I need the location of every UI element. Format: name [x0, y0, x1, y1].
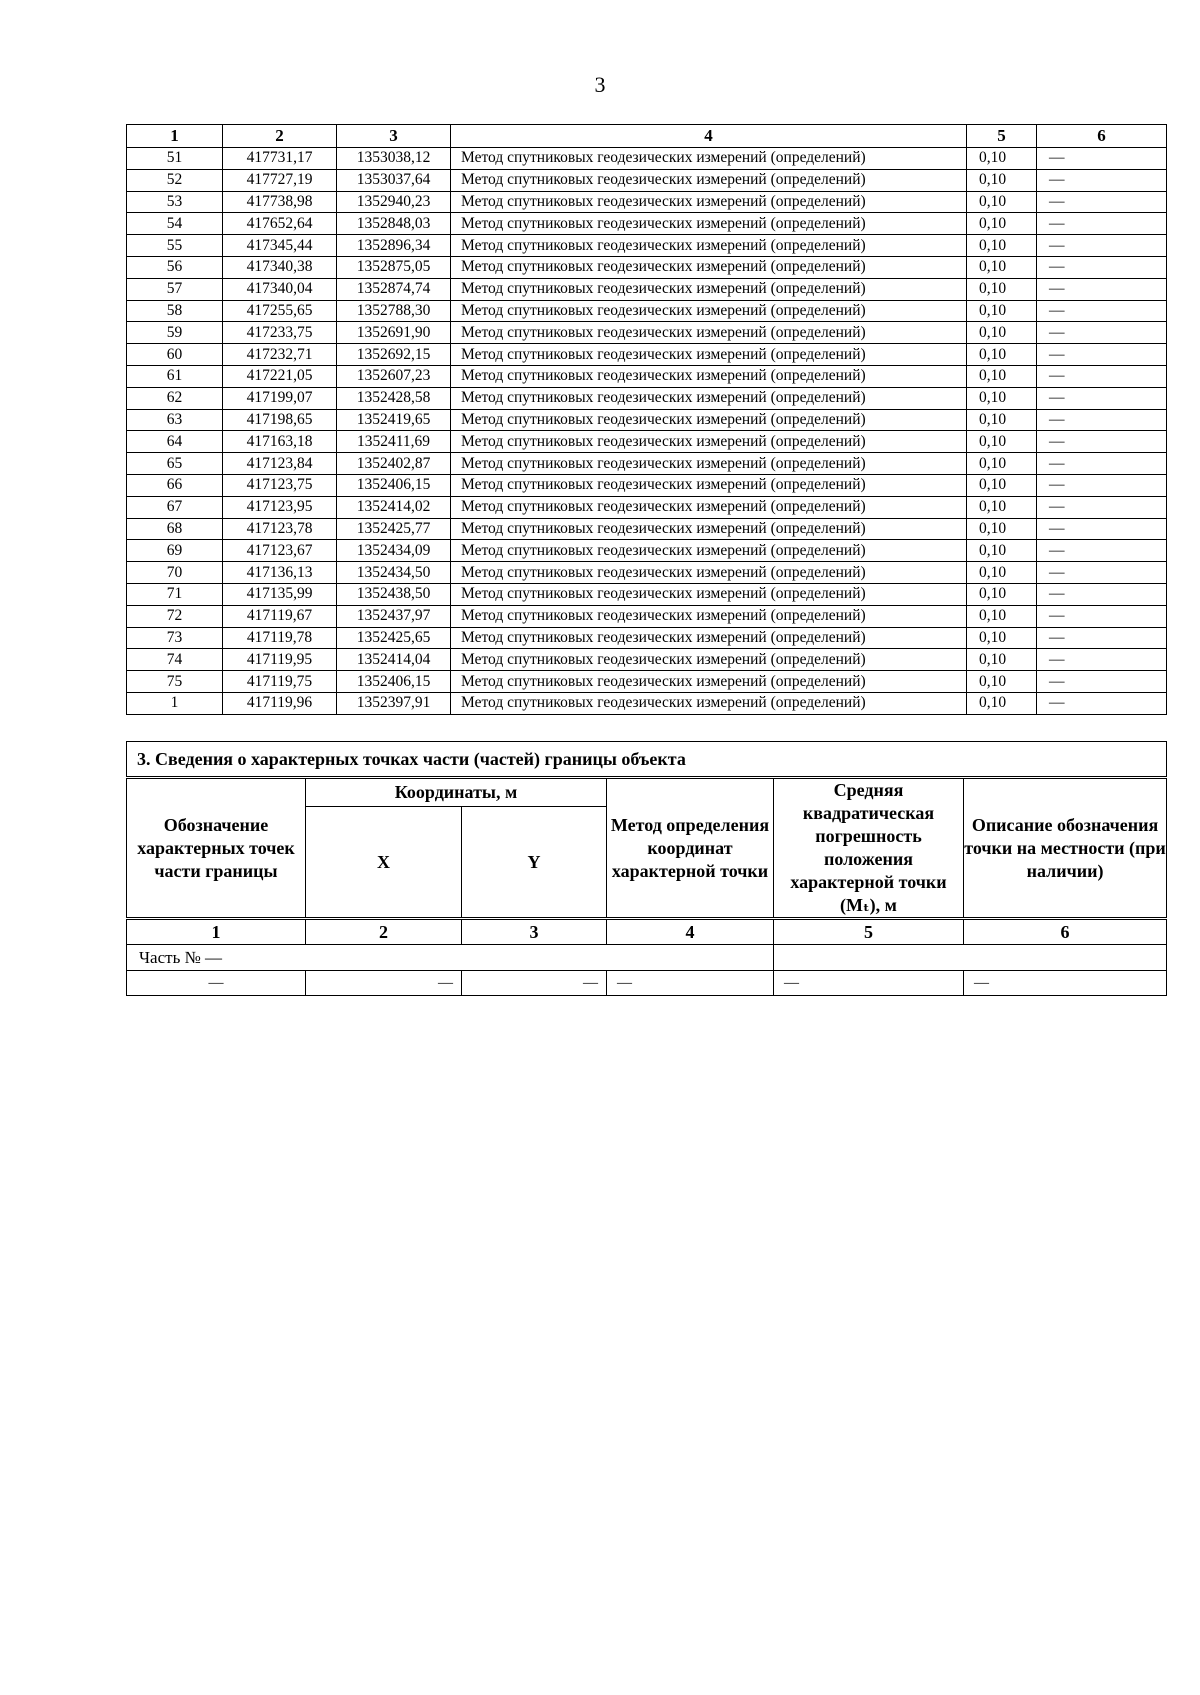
- method-cell: Метод спутниковых геодезических измерений (определений): [451, 278, 967, 300]
- y-coordinate: 1352402,87: [337, 453, 451, 475]
- table-row: [127, 191, 1167, 213]
- table-row: [127, 278, 1167, 300]
- method-cell: Метод спутниковых геодезических измерений (определений): [451, 322, 967, 344]
- description-cell: —: [1037, 562, 1167, 584]
- y-coordinate: 1352406,15: [337, 671, 451, 693]
- table-row: [127, 300, 1167, 322]
- x-coordinate: 417123,75: [223, 474, 337, 496]
- x-coordinate: 417652,64: [223, 213, 337, 235]
- point-number: 72: [127, 605, 223, 627]
- y-coordinate: 1352414,04: [337, 649, 451, 671]
- table-row: [127, 365, 1167, 387]
- accuracy-cell: 0,10: [967, 518, 1037, 540]
- coordinates-header: Координаты, м: [306, 778, 607, 807]
- y-coordinate: 1352607,23: [337, 365, 451, 387]
- method-cell: Метод спутниковых геодезических измерений (определений): [451, 148, 967, 170]
- y-coordinate: 1352896,34: [337, 235, 451, 257]
- point-number: 52: [127, 169, 223, 191]
- y-coordinate: 1352419,65: [337, 409, 451, 431]
- y-coordinate: 1352411,69: [337, 431, 451, 453]
- method-cell: Метод спутниковых геодезических измерений (определений): [451, 431, 967, 453]
- method-cell: Метод спутниковых геодезических измерений (определений): [451, 235, 967, 257]
- x-coordinate: 417340,04: [223, 278, 337, 300]
- column-number: 2: [306, 919, 462, 945]
- column-number: 3: [337, 125, 451, 148]
- x-coordinate: 417123,67: [223, 540, 337, 562]
- method-cell: Метод спутниковых геодезических измерений (определений): [451, 627, 967, 649]
- description-cell: —: [1037, 474, 1167, 496]
- point-number: 55: [127, 235, 223, 257]
- y-coordinate: 1353038,12: [337, 148, 451, 170]
- x-header: X: [306, 807, 462, 919]
- y-coordinate: 1352397,91: [337, 692, 451, 714]
- y-coordinate: 1352875,05: [337, 256, 451, 278]
- point-number: 68: [127, 518, 223, 540]
- column-number: 2: [223, 125, 337, 148]
- table-row: [127, 692, 1167, 714]
- x-coordinate: 417123,78: [223, 518, 337, 540]
- description-cell: —: [1037, 344, 1167, 366]
- table-cell: —: [964, 971, 1167, 996]
- x-coordinate: 417345,44: [223, 235, 337, 257]
- section3-title: 3. Сведения о характерных точках части (частей) границы объекта: [127, 742, 1167, 778]
- description-cell: —: [1037, 365, 1167, 387]
- table-row: [127, 409, 1167, 431]
- table-row: [127, 453, 1167, 475]
- method-cell: Метод спутниковых геодезических измерений (определений): [451, 605, 967, 627]
- y-coordinate: 1352425,77: [337, 518, 451, 540]
- point-number: 63: [127, 409, 223, 431]
- table-row: [127, 213, 1167, 235]
- description-cell: —: [1037, 387, 1167, 409]
- method-cell: Метод спутниковых геодезических измерений (определений): [451, 344, 967, 366]
- table-row: [127, 496, 1167, 518]
- table-row: [127, 671, 1167, 693]
- y-coordinate: 1352940,23: [337, 191, 451, 213]
- point-number: 59: [127, 322, 223, 344]
- table-row: [127, 605, 1167, 627]
- method-cell: Метод спутниковых геодезических измерений (определений): [451, 540, 967, 562]
- x-coordinate: 417221,05: [223, 365, 337, 387]
- accuracy-cell: 0,10: [967, 169, 1037, 191]
- method-cell: Метод спутниковых геодезических измерений (определений): [451, 649, 967, 671]
- column-number: 6: [964, 919, 1167, 945]
- point-number: 51: [127, 148, 223, 170]
- x-coordinate: 417123,95: [223, 496, 337, 518]
- table-row: [127, 971, 1167, 996]
- point-number: 57: [127, 278, 223, 300]
- accuracy-cell: 0,10: [967, 583, 1037, 605]
- description-cell: —: [1037, 148, 1167, 170]
- section3-table: [126, 741, 1167, 996]
- accuracy-cell: 0,10: [967, 387, 1037, 409]
- method-cell: Метод спутниковых геодезических измерений (определений): [451, 692, 967, 714]
- y-coordinate: 1352438,50: [337, 583, 451, 605]
- x-coordinate: 417727,19: [223, 169, 337, 191]
- column-number: 5: [967, 125, 1037, 148]
- accuracy-cell: 0,10: [967, 540, 1037, 562]
- x-coordinate: 417119,96: [223, 692, 337, 714]
- x-coordinate: 417340,38: [223, 256, 337, 278]
- method-cell: Метод спутниковых геодезических измерений (определений): [451, 583, 967, 605]
- accuracy-cell: 0,10: [967, 148, 1037, 170]
- accuracy-cell: 0,10: [967, 627, 1037, 649]
- description-cell: —: [1037, 649, 1167, 671]
- column-number: 1: [127, 125, 223, 148]
- accuracy-cell: 0,10: [967, 671, 1037, 693]
- point-number: 54: [127, 213, 223, 235]
- table-row: [127, 431, 1167, 453]
- description-cell: —: [1037, 496, 1167, 518]
- method-cell: Метод спутниковых геодезических измерений (определений): [451, 191, 967, 213]
- accuracy-cell: 0,10: [967, 474, 1037, 496]
- table-row: [127, 148, 1167, 170]
- point-number: 1: [127, 692, 223, 714]
- method-cell: Метод спутниковых геодезических измерений (определений): [451, 496, 967, 518]
- method-cell: Метод спутниковых геодезических измерений (определений): [451, 169, 967, 191]
- description-cell: —: [1037, 191, 1167, 213]
- part-label: Часть № —: [127, 945, 774, 971]
- point-number: 62: [127, 387, 223, 409]
- point-number: 64: [127, 431, 223, 453]
- table-row: [127, 627, 1167, 649]
- coordinates-table-header: [127, 125, 1167, 148]
- x-coordinate: 417232,71: [223, 344, 337, 366]
- designation-header: Обозначение характерных точек части границы: [127, 778, 306, 919]
- point-number: 67: [127, 496, 223, 518]
- y-coordinate: 1352434,09: [337, 540, 451, 562]
- x-coordinate: 417119,95: [223, 649, 337, 671]
- y-coordinate: 1352848,03: [337, 213, 451, 235]
- description-cell: —: [1037, 235, 1167, 257]
- accuracy-cell: 0,10: [967, 256, 1037, 278]
- description-cell: —: [1037, 431, 1167, 453]
- accuracy-cell: 0,10: [967, 431, 1037, 453]
- method-cell: Метод спутниковых геодезических измерений (определений): [451, 474, 967, 496]
- accuracy-cell: 0,10: [967, 649, 1037, 671]
- description-cell: —: [1037, 169, 1167, 191]
- point-number: 61: [127, 365, 223, 387]
- table-row: [127, 583, 1167, 605]
- accuracy-cell: 0,10: [967, 365, 1037, 387]
- table-row: [127, 387, 1167, 409]
- x-coordinate: 417135,99: [223, 583, 337, 605]
- accuracy-header: Средняя квадратическая погрешность положения характерной точки (Mₜ), м: [774, 778, 964, 919]
- description-cell: —: [1037, 213, 1167, 235]
- method-cell: Метод спутниковых геодезических измерений (определений): [451, 518, 967, 540]
- table-row: [127, 169, 1167, 191]
- method-cell: Метод спутниковых геодезических измерений (определений): [451, 387, 967, 409]
- table-cell: —: [607, 971, 774, 996]
- column-number: 3: [462, 919, 607, 945]
- accuracy-cell: 0,10: [967, 322, 1037, 344]
- accuracy-cell: 0,10: [967, 235, 1037, 257]
- description-cell: —: [1037, 278, 1167, 300]
- table-row: [127, 518, 1167, 540]
- accuracy-cell: 0,10: [967, 300, 1037, 322]
- method-cell: Метод спутниковых геодезических измерений (определений): [451, 256, 967, 278]
- accuracy-cell: 0,10: [967, 605, 1037, 627]
- x-coordinate: 417198,65: [223, 409, 337, 431]
- table-row: [127, 322, 1167, 344]
- accuracy-cell: 0,10: [967, 409, 1037, 431]
- point-number: 56: [127, 256, 223, 278]
- point-number: 74: [127, 649, 223, 671]
- y-coordinate: 1352425,65: [337, 627, 451, 649]
- x-coordinate: 417255,65: [223, 300, 337, 322]
- y-coordinate: 1352692,15: [337, 344, 451, 366]
- accuracy-cell: 0,10: [967, 453, 1037, 475]
- table-cell: —: [774, 971, 964, 996]
- table-row: [127, 649, 1167, 671]
- point-number: 73: [127, 627, 223, 649]
- x-coordinate: 417119,75: [223, 671, 337, 693]
- x-coordinate: 417136,13: [223, 562, 337, 584]
- description-cell: —: [1037, 322, 1167, 344]
- description-cell: —: [1037, 627, 1167, 649]
- point-number: 53: [127, 191, 223, 213]
- description-cell: —: [1037, 692, 1167, 714]
- x-coordinate: 417233,75: [223, 322, 337, 344]
- y-coordinate: 1352414,02: [337, 496, 451, 518]
- y-coordinate: 1352691,90: [337, 322, 451, 344]
- accuracy-cell: 0,10: [967, 278, 1037, 300]
- method-cell: Метод спутниковых геодезических измерений (определений): [451, 671, 967, 693]
- column-number: 5: [774, 919, 964, 945]
- description-cell: —: [1037, 409, 1167, 431]
- x-coordinate: 417119,67: [223, 605, 337, 627]
- table-row: [127, 562, 1167, 584]
- table-row: [127, 344, 1167, 366]
- column-number: 4: [451, 125, 967, 148]
- point-number: 58: [127, 300, 223, 322]
- method-cell: Метод спутниковых геодезических измерений (определений): [451, 562, 967, 584]
- x-coordinate: 417163,18: [223, 431, 337, 453]
- point-number: 65: [127, 453, 223, 475]
- description-cell: —: [1037, 671, 1167, 693]
- y-coordinate: 1353037,64: [337, 169, 451, 191]
- accuracy-cell: 0,10: [967, 562, 1037, 584]
- y-coordinate: 1352434,50: [337, 562, 451, 584]
- x-coordinate: 417123,84: [223, 453, 337, 475]
- table-row: [127, 540, 1167, 562]
- description-cell: —: [1037, 540, 1167, 562]
- description-cell: —: [1037, 605, 1167, 627]
- column-number: 4: [607, 919, 774, 945]
- point-number: 60: [127, 344, 223, 366]
- accuracy-cell: 0,10: [967, 191, 1037, 213]
- point-number: 69: [127, 540, 223, 562]
- column-number: 1: [127, 919, 306, 945]
- method-cell: Метод спутниковых геодезических измерений (определений): [451, 365, 967, 387]
- x-coordinate: 417731,17: [223, 148, 337, 170]
- table-cell: —: [306, 971, 462, 996]
- table-row: [127, 474, 1167, 496]
- point-number: 66: [127, 474, 223, 496]
- description-cell: —: [1037, 453, 1167, 475]
- x-coordinate: 417738,98: [223, 191, 337, 213]
- accuracy-cell: 0,10: [967, 496, 1037, 518]
- x-coordinate: 417119,78: [223, 627, 337, 649]
- point-number: 70: [127, 562, 223, 584]
- y-header: Y: [462, 807, 607, 919]
- accuracy-cell: 0,10: [967, 344, 1037, 366]
- point-number: 75: [127, 671, 223, 693]
- y-coordinate: 1352437,97: [337, 605, 451, 627]
- page-number: 3: [594, 72, 606, 97]
- method-cell: Метод спутниковых геодезических измерений (определений): [451, 300, 967, 322]
- y-coordinate: 1352428,58: [337, 387, 451, 409]
- x-coordinate: 417199,07: [223, 387, 337, 409]
- accuracy-cell: 0,10: [967, 213, 1037, 235]
- table-row: [127, 256, 1167, 278]
- description-header: Описание обозначения точки на местности (при наличии): [964, 778, 1167, 919]
- method-cell: Метод спутниковых геодезических измерений (определений): [451, 213, 967, 235]
- point-number: 71: [127, 583, 223, 605]
- method-cell: Метод спутниковых геодезических измерений (определений): [451, 409, 967, 431]
- description-cell: —: [1037, 583, 1167, 605]
- accuracy-cell: 0,10: [967, 692, 1037, 714]
- description-cell: —: [1037, 300, 1167, 322]
- table-row: [127, 235, 1167, 257]
- description-cell: —: [1037, 518, 1167, 540]
- method-cell: Метод спутниковых геодезических измерений (определений): [451, 453, 967, 475]
- description-cell: —: [1037, 256, 1167, 278]
- table-cell: —: [127, 971, 306, 996]
- coordinates-table: [126, 124, 1167, 715]
- method-header: Метод определения координат характерной точки: [607, 778, 774, 919]
- column-number: 6: [1037, 125, 1167, 148]
- y-coordinate: 1352874,74: [337, 278, 451, 300]
- y-coordinate: 1352788,30: [337, 300, 451, 322]
- table-cell: —: [462, 971, 607, 996]
- y-coordinate: 1352406,15: [337, 474, 451, 496]
